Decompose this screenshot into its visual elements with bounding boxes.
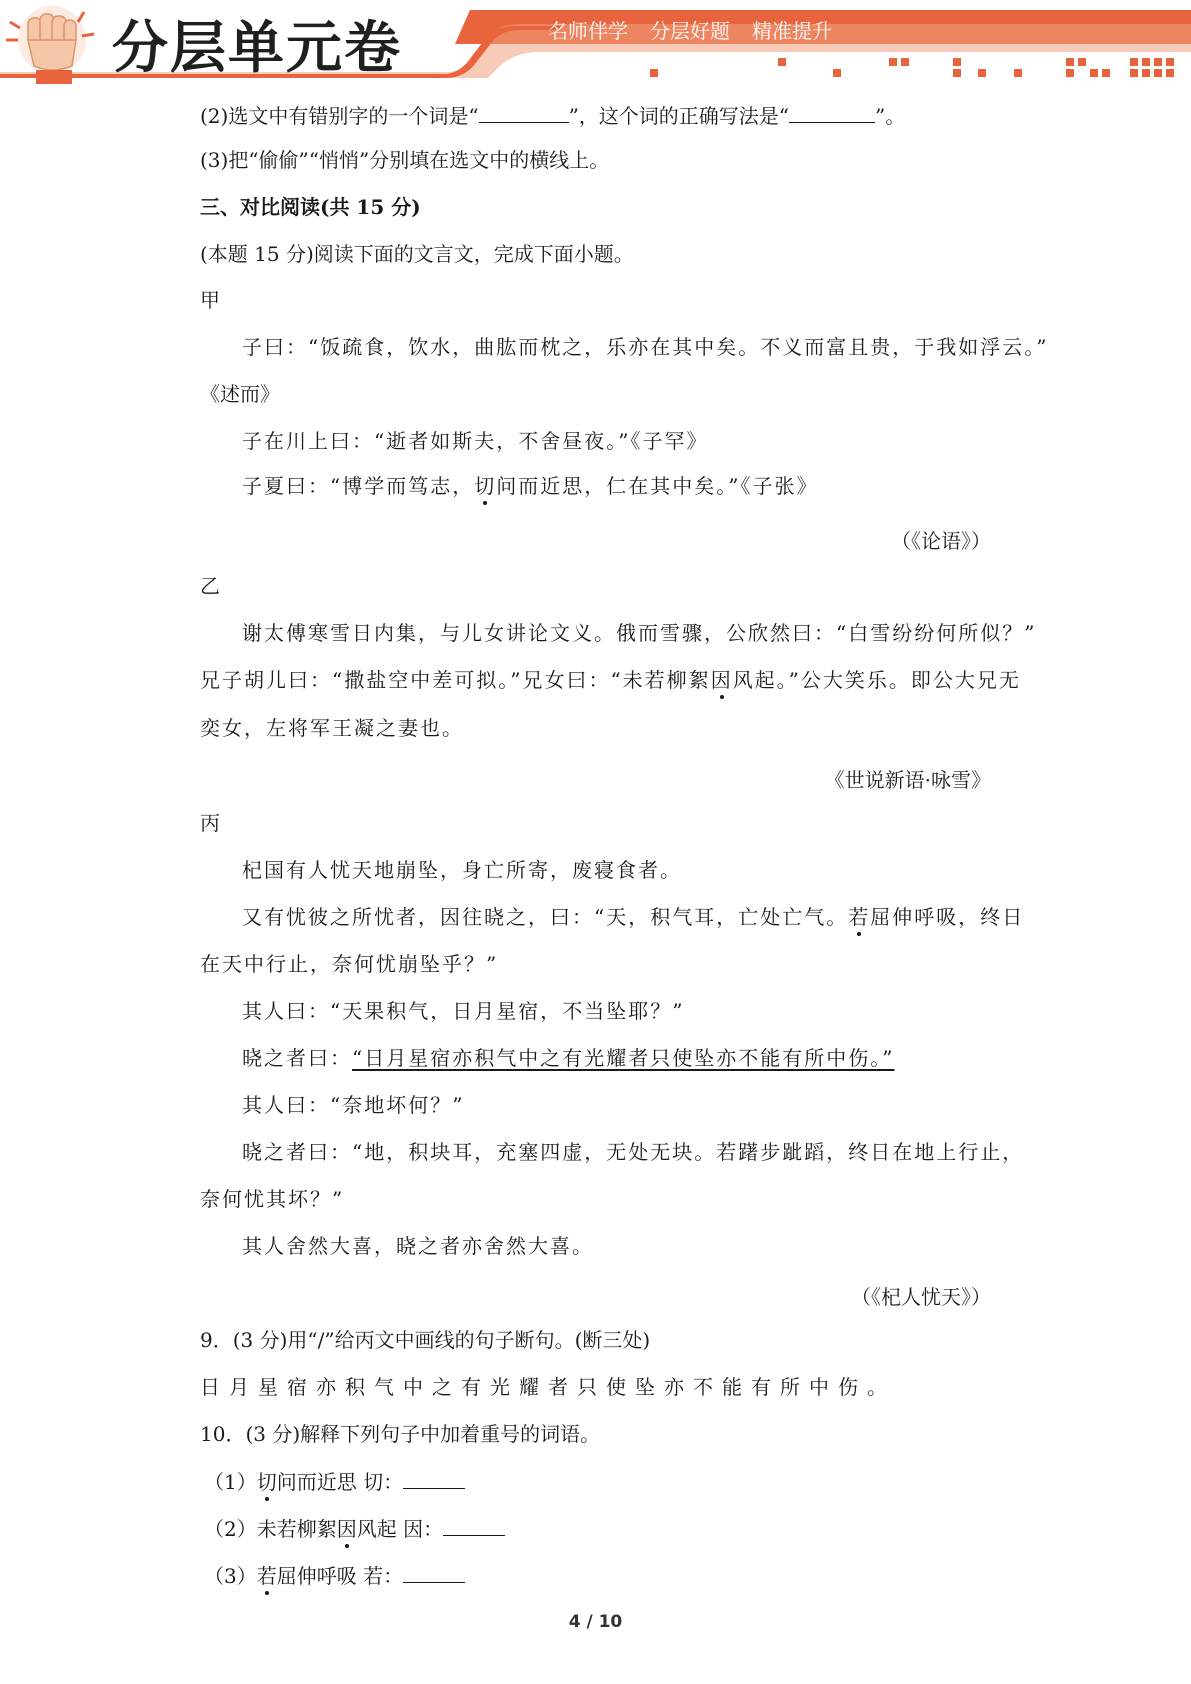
question-9-text: 日月星宿亦积气中之有光耀者只使坠亦不能有所中伤。 (200, 1375, 896, 1399)
passage-text: 又有忧彼之所忧者，因往晓之，曰：“天，积气耳，亡处亡气。若屈伸呼吸，终日 (242, 905, 1025, 929)
passage-source: （《论语》） (891, 529, 991, 553)
emphasis-char: 若 (848, 905, 871, 929)
passage-source: （《杞人忧天》） (851, 1285, 991, 1309)
emphasis-char: 因 (710, 668, 733, 692)
underlined-sentence: “日月星宿亦积气中之有光耀者只使坠亦不能有所中伤。” (352, 1046, 895, 1070)
header-slogan (548, 15, 854, 44)
passage-text: 晓之者曰：“地，积块耳，充塞四虚，无处无块。若躇步跐蹈，终日在地上行止， (242, 1140, 1025, 1164)
answer-blank (479, 102, 569, 123)
passage-text: 子曰：“饭疏食，饮水，曲肱而枕之，乐亦在其中矣。不义而富且贵，于我如浮云。” (242, 335, 1049, 359)
question-9: 9．(3 分)用“/”给丙文中画线的句子断句。(断三处) (200, 1328, 651, 1352)
answer-blank (403, 1468, 465, 1489)
slogan-item: 名师伴学 (548, 19, 628, 43)
question-8-2: (2)选文中有错别字的一个词是“ ”，这个词的正确写法是“ ”。 (200, 104, 906, 128)
question-10-2: （2）未若柳絮因风起 因： (204, 1515, 505, 1541)
passage-text: 其人曰：“奈地坏何？” (242, 1093, 465, 1117)
page-number: 4 / 10 (568, 1612, 623, 1632)
emphasis-char: 若 (256, 1564, 277, 1588)
slogan-item: 精准提升 (752, 19, 832, 43)
answer-blank (789, 102, 875, 123)
brand-title: 分层单元卷 (112, 16, 402, 81)
answer-blank (403, 1562, 465, 1583)
question-10-1: （1）切问而近思 切： (204, 1468, 465, 1494)
answer-blank (443, 1515, 505, 1536)
passage-text: 其人舍然大喜，晓之者亦舍然大喜。 (242, 1234, 594, 1258)
emphasis-char: 因 (336, 1517, 357, 1541)
question-10: 10．(3 分)解释下列句子中加着重号的词语。 (200, 1422, 601, 1446)
passage-text: 在天中行止，奈何忧崩坠乎？” (200, 952, 499, 976)
passage-text: 奈何忧其坏？” (200, 1187, 345, 1211)
passage-text: 其人曰：“天果积气，日月星宿，不当坠耶？” (242, 999, 685, 1023)
passage-text: 奕女，左将军王凝之妻也。 (200, 716, 464, 740)
slogan-item: 分层好题 (650, 19, 730, 43)
question-10-3: （3）若屈伸呼吸 若： (204, 1562, 465, 1588)
emphasis-char: 切 (474, 474, 497, 498)
reading-intro: (本题 15 分)阅读下面的文言文，完成下面小题。 (200, 242, 634, 266)
passage-label-bing: 丙 (200, 811, 220, 835)
question-8-3: (3)把“偷偷”“悄悄”分别填在选文中的横线上。 (200, 148, 610, 172)
page-header (0, 0, 1191, 90)
passage-text: 兄子胡儿曰：“撒盐空中差可拟。”兄女曰：“未若柳絮因风起。”公大笑乐。即公大兄无 (200, 668, 1021, 692)
passage-text: 杞国有人忧天地崩坠，身亡所寄，废寝食者。 (242, 858, 682, 882)
section-heading: 三、对比阅读(共 15 分) (200, 195, 421, 219)
emphasis-char: 切 (256, 1470, 277, 1494)
passage-text: 《述而》 (200, 382, 280, 406)
passage-label-jia: 甲 (200, 288, 220, 312)
passage-text: 晓之者曰：“日月星宿亦积气中之有光耀者只使坠亦不能有所中伤。” (242, 1046, 895, 1070)
passage-source: 《世说新语·咏雪》 (824, 768, 991, 792)
passage-text: 子在川上曰：“逝者如斯夫，不舍昼夜。”《子罕》 (242, 429, 709, 453)
passage-label-yi: 乙 (200, 574, 220, 598)
passage-text: 谢太傅寒雪日内集，与儿女讲论文义。俄而雪骤，公欣然曰：“白雪纷纷何所似？” (242, 621, 1037, 645)
passage-text: 子夏曰：“博学而笃志，切问而近思，仁在其中矣。”《子张》 (242, 474, 819, 498)
